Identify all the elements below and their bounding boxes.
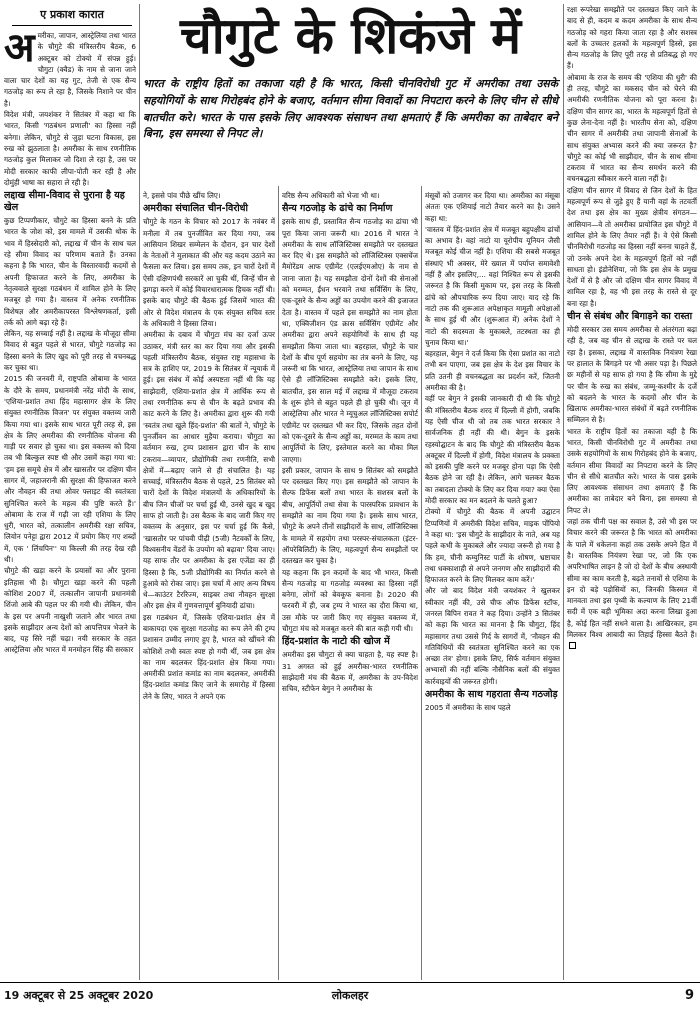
subheading: लद्दाख सीमा-विवाद से पुराना है यह खेल (4, 190, 125, 214)
article-paragraph: चौगुटे की खड़ा करने के प्रयासों का और पुराना इतिहास भी है। चौगुटा खड़ा करने की पहली कोशिश 2007 में, तत्कालीन जापानी प्रधानमंत्री शिंजो आबे की पहल पर की गयी थी। लेकिन, चीन के इस पर अपनी नाखुशी जताने और भारत तथा इसके साझीदार अन्य देशों को आपत्तिपत्र भेजने के बाद, यह सिरे नहीं चढ़ा। नयी सरकार के तहत आस्ट्रेलिया और भारत में मनमोहन सिंह की सरकार (4, 566, 136, 655)
column-rule (421, 186, 422, 980)
article-paragraph: विदेश मंत्री, जयशंकर ने सितंबर में कहा था कि भारत, किसी 'गठबंधन प्रणाली' का हिस्सा नहीं बनेगा। लेकिन, चौगुटे से जुड़ा घटना विकास, इस रुख को झुठलाता है। अमरीका के साथ रणनीतिक गठजोड़ कुल मिलाकर जो दिशा ले रहा है, उस पर मोदी सरकार काफी लीपा-पोती कर रही है और दोमुंही भाषा का सहारा ले रही है। (4, 110, 136, 187)
standfirst: भारत के राष्ट्रीय हितों का तकाजा यही है कि भारत, किसी चीनविरोधी गुट में अमरीका तथा उसके सहयोगियों के साथ गिरोहबंद होने के बजाए, वर्तमान सीमा विवादों का निपटारा करने के लिए चीन से सीधे बातचीत करे। भारत के पास इसके लिए आवश्यक संसाधन तथा क्षमताएं हैं कि अमरीका का ताबेदार बने बिना, इस समस्या से निपट ले। (143, 77, 558, 141)
article-paragraph: इसके साथ ही, प्रस्तावित सैन्य गठजोड़ का ढांचा भी पूरा किया जाना जरूरी था। 2016 में भारत ने अमरीका के साथ लॉजिस्टिक्स समझौते पर दस्तखत कर दिए थे। इस समझौते को लॉजिस्टिक्स एक्सचेंज मैमोरेंडम आफ एग्रीमेंट (एलईएमओए) के नाम से जाना जाता है। यह समझौता दोनों देशों की सेनाओं को मरम्मत, ईंधन भरवाने तथा सर्विसिंग के लिए, एक-दूसरे के सैन्य अड्डों का उपयोग करने की इजाजत देता है। वास्तव में पहले इस समझौते का नाम होता था, एक्विजीशन एंड क्रास सर्विसिंग एग्रीमेंट और अमरीका द्वारा अपने सहयोगियों के साथ ही यह समझौता किया जाता था। बहरहाल, चौगुटे के चार देशों के बीच पूर्ण सहयोग का तंत्र बनने के लिए, यह जरूरी था कि भारत, आस्ट्रेलिया तथा जापान के साथ ऐसे ही लॉजिस्टिक्स समझौते करे। इसके लिए, बातचीत, इस साल मई में लद्दाख में मौजूदा टकराव के शुरू होने से बहुत पहले ही हो चुकी थी। जून में आस्ट्रेलिया और भारत ने म्यूचुअल लॉजिस्टिक्स सपोर्ट एग्रीमेंट पर दस्तखत भी कर दिए, जिसके तहत दोनों को एक-दूसरे के सैन्य अड्डों का, मरम्मत के काम तथा आपूर्तियों के लिए, इस्तेमाल करने का मौका मिल जाएगा। (282, 217, 418, 464)
article-paragraph: इसी प्रकार, जापान के साथ 9 सितंबर को समझौते पर दस्तखत किए गए। इस समझौते को जापान के सैल्फ डिफेंस बलों तथा भारत के सशस्त्र बलों के बीच, आपूर्तियों तथा सेवा के पारस्परिक प्रावधान के समझौते का नाम दिया गया है। इसके साथ भारत, चौगुटे के अपने तीनों साझीदारों के साथ, लॉजिस्टिक्स के मामले में सहयोग तथा परस्पर-संचालकता (इंटर-ऑपरेबिलिटी) के लिए, महत्वपूर्ण सैन्य समझौतों पर दस्तखत कर चुका है। (282, 465, 418, 566)
article-paragraph: बहरहाल, बेगुन ने दर्ज किया कि ऐसा प्रशांत का नाटो तभी बन पाएगा, जब इस क्षेत्र के देश इस विचार के प्रति उतनी ही वचनबद्धता का प्रदर्शन करें, जितनी अमरीका की है। (425, 349, 560, 393)
article-paragraph: टोक्यो में चौगुटे की बैठक में अपनी उद्घाटन टिप्पणियों में अमरीकी विदेश सचिव, माइक पोंपियो ने कहा था: 'इस चौगुटे के साझीदार के नाते, अब यह पहले कभी के मुकाबले और ज्यादा जरूरी हो गया है कि हम, चीनी कम्युनिस्ट पार्टी के शोषण, भ्रष्टाचार तथा धक्काशाही से अपने जनगण और साझीदारों की हिफाजत करने के लिए मिलकर काम करें।' (425, 507, 560, 585)
column-rule (139, 4, 140, 980)
footer-publication: लोकलहर (331, 989, 369, 1002)
footer-rule (0, 982, 700, 983)
subheading: सैन्य गठजोड़ के ढांचे का निर्माण (282, 203, 393, 215)
article-paragraph: मोदी सरकार उस समय अमरीका से अंतरंगता बढ़ा रही है, जब वह चीन से लद्दाख के रास्ते पर चल रहा है। इसका, लद्दाख में वास्तविक नियंत्रण रेखा पर हालात के बिगड़ने पर भी असर पड़ा है। पिछले छः महीनों से यह साफ हो गया है कि सीमा के मुद्दे पर चीन के रुख का संबंध, जम्मू-कश्मीर के दर्जे को बदलने के भारत के कदमों और चीन के खिलाफ अमरीका-भारत संबंधों में बढ़ते रणनीतिक सम्मिलन से है। (567, 325, 697, 425)
article-paragraph: भारत के राष्ट्रीय हितों का तकाजा यही है कि भारत, किसी चीनविरोधी गुट में अमरीका तथा उसके सहयोगियों के साथ गिरोहबंद होने के बजाए, वर्तमान सीमा विवादों का निपटारा करने के लिए चीन से सीधे बातचीत करे। भारत के पास इसके लिए आवश्यक संसाधन तथा क्षमताएं हैं कि अमरीका का ताबेदार बने बिना, इस समस्या से निपट ले। (567, 426, 697, 515)
article-paragraph: मंसूबों को उजागर कर दिया था। अमरीका का मंसूबा अंततः एक एशियाई नाटो तैयार करने का है। उसने कहा था: (425, 191, 560, 223)
article-paragraph: अमरीका इस चौगुटा से क्या चाहता है, यह स्पष्ट है। 31 अगस्त को हुई अमरीका-भारत रणनीतिक साझेदारी मंच की बैठक में, अमरीका के उप-विदेश सचिव, स्टीफेन बेगुन ने अमरीका के (282, 650, 418, 694)
article-paragraph: ओबामा के राज के समय की 'एशिया की धुरी' की ही तरह, चौगुटे का मकसद चीन को घेरने की अमरीकी रणनीतिक योजना को पूरा करना है। दक्षिण चीन सागर का, भारत के महत्वपूर्ण हितों से कुछ लेना-देना नहीं है। भारतीय सेना को, दक्षिण चीन सागर में अमरीकी तथा जापानी सेनाओं के साथ संयुक्त अभ्यास करने की क्या जरूरत है? चौगुटे का कोई भी साझीदार, चीन के साथ सीमा टकराव में भारत का सैन्य समर्थन करने की वचनबद्धता स्वीकार करने वाला नहीं है। (567, 72, 697, 184)
article-paragraph: लेकिन, यह सच्चाई नहीं है। लद्दाख के मौजूदा सीमा विवाद से बहुत पहले से भारत, चौगुटे गठजोड़ का हिस्सा बनने के लिए खुद को पूरी तरह से वचनबद्ध कर चुका था। (4, 329, 136, 373)
article-paragraph: कुछ टिप्पणीकार, चौगुटे का हिस्सा बनने के प्रति भारत के जोश को, इस मामले में उसकी थोक के भाव में हिस्सेदारी को, लद्दाख में चीन के साथ चल रहे सीमा विवाद का परिणाम बताते हैं। उनका कहना है कि भारत, चीन के विस्तारवादी कदमों से अपनी हिफाजत करने के लिए, अमरीका के नेतृत्ववाले सुरक्षा गठबंधन में शामिल होने के लिए मजबूर हो गया है। वास्तव में अनेक रणनीतिक विशेषज्ञ और अमरीकापरस्त विश्लेषणकर्ता, इसी तर्क को आगे बढ़ा रहे हैं। (4, 216, 136, 327)
article-paragraph: दक्षिण चीन सागर में विवाद से जिन देशों के हित महत्वपूर्ण रूप से जुड़े हुए हैं यानी वहां के तटवर्ती देश तथा इस क्षेत्र का मुख्य क्षेत्रीय संगठन—आसियान—वे तो अमरीका प्रायोजित इस चौगुटे में शामिल होने के लिए तैयार नहीं हैं। वे ऐसे किसी चीनविरोधी गठजोड़ का हिस्सा नहीं बनना चाहते हैं, जो उनके अपने देश के महत्वपूर्ण हितों को नहीं साधता हो। इंडोनेशिया, जो कि इस क्षेत्र के प्रमुख देशों में से है और जो दक्षिण चीन सागर विवाद में शामिल रहा है, वह भी इस तरह के रास्ते से दूर बना रहा है। (567, 185, 697, 308)
article-paragraph: 'वास्तव में हिंद-प्रशांत क्षेत्र में मजबूत बहुपक्षीय ढांचों का अभाव है। वहां नाटो या यूरोपीय यूनियन जैसी मजबूत कोई चीज नहीं है। एशिया की सबसे मजबूत संस्थाएं भी अक्सर, मेरे ख्याल में पर्याप्त समावेशी नहीं हैं और इसलिए,... वहां निश्चित रूप से इसकी जरूरत है कि किसी मुकाम पर, इस तरह के किसी ढांचे को औपचारिक रूप दिया जाए। याद रहे कि नाटो तक की शुरूआत अपेक्षाकृत मामूली अपेक्षाओं के साथ हुई थी और (शुरूआत में) अनेक देशों ने नाटो की सदस्यता के मुकाबले, तटस्थता का ही चुनाव किया था।' (425, 224, 560, 347)
article-paragraph: अमरीका के दबाव में चौगुटा मंच का दर्जा ऊपर उठाकर, मंत्री स्तर का कर दिया गया और इसकी पहली मंत्रिस्तरीय बैठक, संयुक्त राष्ट्र महासभा के सत्र के हाशिए पर, 2019 के सितंबर में न्यूयार्क में हुई। इस संबंध में कोई अस्पष्टता नहीं थी कि यह साझेदारी, एशिया-प्रशांत क्षेत्र में आर्थिक रूप से तथा रणनीतिक रूप से चीन के बढ़ते प्रभाव की काट करने के लिए है। अमरीका द्वारा शुरू की गयी 'स्वतंत्र तथा खुले हिंद-प्रशांत' की बातों ने, चौगुटे के पुनर्जीवन का आधार मुहैया कराया। चौगुटा का वर्तमान रुख, ट्रम्प प्रशासन द्वारा चीन के साथ टकराव—व्यापार, प्रौद्योगिकी तथा रणनीति, सभी क्षेत्रों में—बढ़ाए जाने से ही संचालित है। यह सच्चाई, मंत्रिस्तरीय बैठक से पहले, 25 सितंबर को चारों देशों के विदेश मंत्रालयों के अधिकारियों के बीच जिन चीजों पर चर्चा हुई थी, उनसे खुद ब खुद साफ हो जाती है। उस बैठक के बाद जारी किए गए वक्तव्य के अनुसार, इस पर चर्चा हुई कि कैसे, 'खासतौर पर पांचवी पीढ़ी (5जी) नैटवर्कों के लिए, विश्वसनीय वेंडरों के उपयोग को बढ़ावा' दिया जाए। यह साफ तौर पर अमरीका के इस एजेंडा का ही हिस्सा है कि, 5जी प्रौद्योगिकी का निर्यात करने से हुआवे को रोका जाए। इस चर्चा में आए अन्य विषय थे—काउंटर टैररिज्म, साइबर तथा नौवहन सुरक्षा और इस क्षेत्र में गुणवत्तापूर्ण बुनियादी ढांचा। (143, 330, 275, 611)
drop-cap: अ (4, 30, 35, 71)
article-paragraph: 2015 की जनवरी में, राष्ट्रपति ओबामा के भारत के दौरे के समय, प्रधानमंत्री नरेंद्र मोदी के साथ, 'एशिया-प्रशांत तथा हिंद महासागर क्षेत्र के लिए संयुक्त रणनीतिक विजन' पर संयुक्त वक्तव्य जारी किया गया था। इसके साथ भारत पूरी तरह से, इस क्षेत्र के लिए अमरीका की रणनीतिक योजना की गाड़ी पर सवार हो चुका था। इस वक्तव्य को दिया तब भी बिल्कुल स्पष्ट थी और उसमें कहा गया था: 'हम इस समूचे क्षेत्र में और खासतौर पर दक्षिण चीन सागर में, जहाजरानी की सुरक्षा की हिफाजत करने और नौवहन की तथा ओवर फ्लाइट की स्वतंत्रता सुनिश्चित करने के महत्व की पुष्टि करते हैं।' ओबामा के राज में गढ़ी जा रही एशिया के लिए धुरी, भारत को, तत्कालीन अमरीकी रक्षा सचिव, लियोन पनेट्टा द्वारा 2012 में प्रयोग किए गए शब्दों में, एक ' लिंचपिन'' या किल्ली की तरह देख रही थी। (4, 374, 136, 565)
subheading: चीन से संबंध और बिगाड़ने का रास्ता (567, 311, 693, 323)
page-number: 9 (684, 988, 694, 1003)
end-of-article-icon (569, 642, 576, 649)
article-column-2 (143, 190, 275, 980)
article-column-3 (282, 190, 418, 980)
subheading: हिंद-प्रशांत के नाटो की खोज में (282, 636, 390, 648)
subheading: अमरीका के साथ गहराता सैन्य गठजोड़ (425, 689, 558, 701)
article-paragraph: वहीं पर बेगुन ने इसकी जानकारी दी थी कि चौगुटे की मंत्रिस्तरीय बैठक शरद में दिल्ली में होगी, जबकि यह ऐसी चीज थी जो तब तक भारत सरकार ने सार्वजनिक ही नहीं की थी। बेगुन के इसके रहस्योद्घाटन के बाद कि चौगुटे की मंत्रिस्तरीय बैठक अक्टूबर में दिल्ली में होगी, विदेश मंत्रालय के प्रवक्ता को इसकी पुष्टि करने पर मजबूर होना पड़ा कि ऐसी बैठक होने जा रही है। लेकिन, आगे चलकर बैठक का तबादला टोक्यो के लिए कर दिया गया? क्या ऐसा मोदी सरकार का मन बदलने के चलते हुआ? (425, 394, 560, 506)
article-paragraph: 2005 में अमरीका के साथ पहले (425, 703, 511, 713)
article-column-1 (4, 30, 136, 980)
column-rule (278, 186, 279, 980)
article-paragraph: रक्षा रूपरेखा समझौते पर दस्तखत किए जाने के बाद से ही, कदम ब कदम अमरीका के साथ सैन्य गठजोड़ को गहरा किया जाता रहा है और सशस्त्र बलों के उच्चतर हलकों के महत्वपूर्ण हिस्से, इस सैन्य गठजोड़ के लिए पूरी तरह से प्रतिबद्ध हो गए हैं। (567, 5, 697, 71)
article-paragraph: अमरीका, जापान, आस्ट्रेलिया तथा भारत के चौगुटे की मंत्रिस्तरीय बैठक, 6 अक्टूबर को टोक्यो में संपन्न हुई। चौगुटा (क्वैड) के नाम से जाना जाने वाला चार देशों का यह गुट, तेजी से एक सैन्य गठजोड़ का रूप ले रहा है, जिसके निशाने पर चीन है। (4, 30, 136, 108)
article-paragraph: इस गठबंधन में, जिसके एशिया-प्रशांत क्षेत्र में बाकायदा एक सुरक्षा गठजोड़ का रूप लेने की ट्रम्प प्रशासन उम्मीद लगाए हुए है, भारत को खींचने की कोशिशें तभी स्वतः स्पष्ट हो गयी थीं, जब इस क्षेत्र का नाम बदलकर हिंद-प्रशांत क्षेत्र किया गया। अमरीकी प्रशांत कमांड का नाम बदलकर, अमरीकी हिंद-प्रशांत कमांड किए जाने के समारोह में हिस्सा लेने के लिए, भारत ने अपने एक (143, 612, 275, 701)
article-column-4 (425, 190, 560, 980)
column-rule (563, 4, 564, 980)
article-column-5 (567, 4, 697, 980)
article-paragraph: यह कहना कि इन कदमों के बाद भी भारत, किसी सैन्य गठजोड़ या गठजोड़ व्यवस्था का हिस्सा नहीं बनेगा, लोगों को बेवकूफ बनाना है। 2020 की फरवरी में ही, जब ट्रम्प ने भारत का दौरा किया था, उस मौके पर जारी किए गए संयुक्त वक्तव्य में, चौगुटा मंच को मजबूत करने की बात कही गयी थी। (282, 567, 418, 633)
byline: ए प्रकाश कारात (12, 4, 132, 26)
article-paragraph: जहां तक चीनी पक्ष का सवाल है, उसे भी इस पर विचार करने की जरूरत है कि भारत को अमरीका के पाले में धकेलना कहां तक उसके अपने हित में है। वास्तविक नियंत्रण रेखा पर, जो कि एक अपरिभाषित लाइन है जो दो देशों के बीच अस्थायी सीमा का काम करती है, बढ़ते तनावों से एशिया के इन दो बड़े पड़ोसियों का, जिनकी किस्मत में मानवता तथा इस पृथ्वी के कल्याण के लिए 21वीं सदी में एक बड़ी भूमिका अदा करना लिखा हुआ है, कोई हित नहीं सधने वाला है। आखिरकार, हम मिलकर विश्व आबादी का तिहाई हिस्सा बैठते हैं। (567, 516, 697, 652)
subheading: अमरीका संचालित चीन-विरोधी (143, 203, 248, 215)
article-paragraph: ने, इससे पांव पीछे खींच लिए। (143, 191, 221, 200)
article-paragraph: चौगुटे के गठन के विचार को 2017 के नवंबर में मनीला में तब पुनर्जीवित कर दिया गया, जब आसियान शिखर सम्मेलन के दौरान, इन चार देशों के नेताओं ने मुलाकात की और यह कदम उठाने का फैसला कर लिया। इस समय तक, इन चारों देशों में ऐसी दक्षिणपंथी सरकारें आ चुकी थीं, जिन्हें चीन से झगड़ा करने में कोई विचारधारात्मक हिचक नहीं थी। इसके बाद चौगुटे की बैठक हुई जिसमें भारत की ओर से विदेश मंत्रालय के एक संयुक्त सचिव स्तर के अधिकारी ने हिस्सा लिया। (143, 217, 275, 328)
footer-date: 19 अक्टूबर से 25 अक्टूबर 2020 (4, 989, 154, 1002)
headline: चौगुटे के शिकंजे में (179, 7, 522, 65)
article-paragraph: वरिष्ठ सैन्य अधिकारी को भेजा भी था। (282, 191, 380, 200)
article-paragraph: और जो बाद विदेश मंत्री जयशंकर ने खुलकर स्वीकार नहीं की, उसे चीफ ऑफ डिफेंस स्टॉफ, जनरल बिपिन रावत ने कह दिया। उन्होंने 3 सितंबर को कहा कि भारत का मानना है कि चौगुटा, हिंद महासागर तथा उससे गिर्द के सागरों में, 'नौवहन की गतिविधियों की स्वतंत्रता सुनिश्चित करने का एक अच्छा तंत्र' होगा। इसके लिए, सिर्फ वर्तमान संयुक्त अभ्यासों की नहीं बल्कि नौसैनिक बलों की संयुक्त कार्रवाइयों की जरूरत होगी। (425, 586, 560, 686)
